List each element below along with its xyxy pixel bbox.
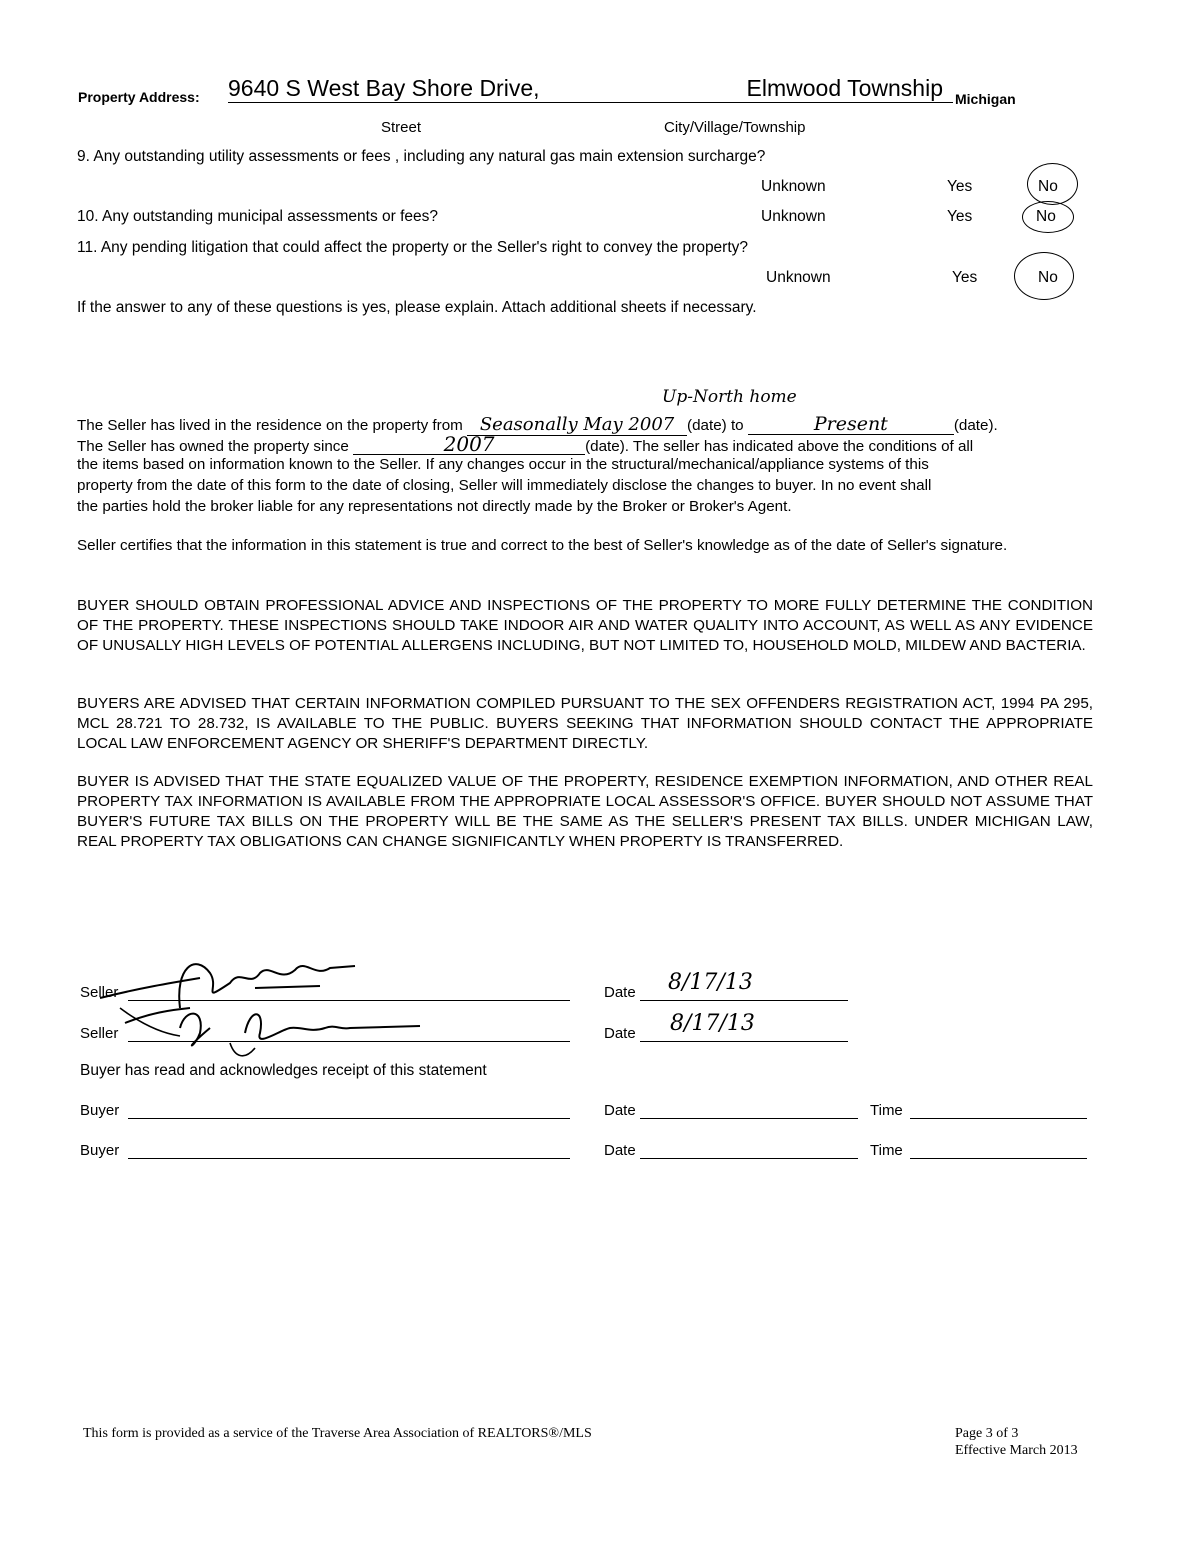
- street-caption: Street: [381, 119, 422, 136]
- buyer-2-time-line[interactable]: [910, 1158, 1087, 1159]
- residence-line-3: the items based on information known to the Seller. If any changes occur in the structural/mechanical/appliance systems of this: [77, 456, 929, 473]
- buyer-2-time-label: Time: [870, 1142, 903, 1159]
- buyer-1-label: Buyer: [80, 1102, 120, 1119]
- buyer-2-date-line[interactable]: [640, 1158, 858, 1159]
- buyer-2-signature-line[interactable]: [128, 1158, 570, 1159]
- explain-note: If the answer to any of these questions is yes, please explain. Attach additional sheets if necessary.: [77, 299, 757, 316]
- question-10-yes[interactable]: Yes: [947, 208, 973, 225]
- question-9-yes[interactable]: Yes: [947, 178, 973, 195]
- lived-to-value: Present: [748, 414, 954, 435]
- buyer-2-label: Buyer: [80, 1142, 120, 1159]
- buyer-1-time-line[interactable]: [910, 1118, 1087, 1119]
- seller-1-date-value: 8/17/13: [668, 970, 753, 995]
- buyer-1-date-line[interactable]: [640, 1118, 858, 1119]
- seller-1-date-line[interactable]: [640, 1000, 848, 1001]
- residence-line-5: the parties hold the broker liable for any representations not directly made by the Broker or Broker's Agent.: [77, 498, 792, 515]
- owned-since-value: 2007: [353, 434, 585, 455]
- question-11-unknown[interactable]: Unknown: [766, 269, 831, 286]
- date-suffix-1: (date) to: [687, 417, 744, 434]
- question-10-unknown[interactable]: Unknown: [761, 208, 826, 225]
- owned-prefix: The Seller has owned the property since: [77, 438, 349, 455]
- question-11-text: 11. Any pending litigation that could affect the property or the Seller's right to convey the property?: [77, 239, 749, 256]
- seller-1-signature-line[interactable]: [128, 1000, 570, 1001]
- seller-2-date-label: Date: [604, 1025, 636, 1042]
- city-caption: City/Village/Township: [664, 119, 806, 136]
- question-9-text: 9. Any outstanding utility assessments or fees , including any natural gas main extension surcharge?: [77, 148, 766, 165]
- footer-effective-date: Effective March 2013: [955, 1443, 1078, 1458]
- seller-2-date-line[interactable]: [640, 1041, 848, 1042]
- handwritten-note: Up-North home: [662, 387, 797, 407]
- address-label: Property Address:: [78, 89, 200, 105]
- buyer-2-date-label: Date: [604, 1142, 636, 1159]
- owned-suffix: (date). The seller has indicated above the conditions of all: [585, 438, 974, 455]
- street-value: 9640 S West Bay Shore Drive,: [228, 75, 540, 101]
- question-9-no[interactable]: No: [1038, 178, 1058, 195]
- question-9-unknown[interactable]: Unknown: [761, 178, 826, 195]
- seller-2-label: Seller: [80, 1025, 119, 1042]
- certify-paragraph: Seller certifies that the information in this statement is true and correct to the best of Seller's knowledge as of the date of Seller's signature.: [77, 537, 1008, 554]
- buyer-acknowledgement: Buyer has read and acknowledges receipt of this statement: [80, 1062, 487, 1079]
- seller-1-date-label: Date: [604, 984, 636, 1001]
- question-10-text: 10. Any outstanding municipal assessments or fees?: [77, 208, 439, 225]
- buyer-1-date-label: Date: [604, 1102, 636, 1119]
- answer-circle-9: [1027, 163, 1078, 205]
- city-field: [668, 74, 953, 103]
- lived-line: [77, 414, 998, 436]
- seller-2-signature-line[interactable]: [128, 1041, 570, 1042]
- notice-inspection: BUYER SHOULD OBTAIN PROFESSIONAL ADVICE AND INSPECTIONS OF THE PROPERTY TO MORE FULLY DETERMINE THE CONDITION OF THE PROPERTY. THESE INSPECTIONS SHOULD TAKE INDOOR AIR AND WATER QUALITY INTO ACCOUNT, AS WELL AS ANY EVIDENCE OF UNUSALLY HIGH LEVELS OF POTENTIAL ALLERGENS INCLUDING, BUT NOT LIMITED TO, HOUSEHOLD MOLD, MILDEW AND BACTERIA.: [77, 597, 1093, 654]
- residence-line-4: property from the date of this form to the date of closing, Seller will immediately disclose the changes to buyer. In no event shall: [77, 477, 932, 494]
- lived-prefix: The Seller has lived in the residence on the property from: [77, 417, 463, 434]
- question-10-no[interactable]: No: [1036, 208, 1056, 225]
- notice-tax: BUYER IS ADVISED THAT THE STATE EQUALIZED VALUE OF THE PROPERTY, RESIDENCE EXEMPTION INFORMATION, AND OTHER REAL PROPERTY TAX INFORMATION IS AVAILABLE FROM THE APPROPRIATE LOCAL ASSESSOR'S OFFICE. BUYER SHOULD NOT ASSUME THAT BUYER'S FUTURE TAX BILLS ON THE PROPERTY WILL BE THE SAME AS THE SELLER'S PRESENT TAX BILLS. UNDER MICHIGAN LAW, REAL PROPERTY TAX OBLIGATIONS CAN CHANGE SIGNIFICANTLY WHEN PROPERTY IS TRANSFERRED.: [77, 773, 1093, 850]
- lived-from-value: Seasonally May 2007: [467, 415, 687, 436]
- notice-sex-offenders: BUYERS ARE ADVISED THAT CERTAIN INFORMATION COMPILED PURSUANT TO THE SEX OFFENDERS REGISTRATION ACT, 1994 PA 295, MCL 28.721 TO 28.732, IS AVAILABLE TO THE PUBLIC. BUYERS SEEKING THAT INFORMATION SHOULD CONTACT THE APPROPRIATE LOCAL LAW ENFORCEMENT AGENCY OR SHERIFF'S DEPARTMENT DIRECTLY.: [77, 695, 1093, 752]
- date-suffix-2: (date).: [953, 417, 998, 434]
- answer-circle-10: [1022, 201, 1074, 233]
- street-field: [228, 74, 668, 103]
- question-11-yes[interactable]: Yes: [952, 269, 978, 286]
- state-value: Michigan: [955, 91, 1016, 107]
- buyer-1-signature-line[interactable]: [128, 1118, 570, 1119]
- footer-page-number: Page 3 of 3: [955, 1426, 1019, 1441]
- buyer-1-time-label: Time: [870, 1102, 903, 1119]
- seller-signature-scribbles: [80, 948, 440, 1068]
- city-value: Elmwood Township: [746, 75, 943, 101]
- owned-line: [77, 434, 973, 457]
- seller-2-date-value: 8/17/13: [670, 1011, 755, 1036]
- question-11-no[interactable]: No: [1038, 269, 1058, 286]
- answer-circle-11: [1014, 252, 1074, 300]
- seller-1-label: Seller: [80, 984, 119, 1001]
- footer-service-note: This form is provided as a service of the Traverse Area Association of REALTORS®/MLS: [83, 1426, 592, 1441]
